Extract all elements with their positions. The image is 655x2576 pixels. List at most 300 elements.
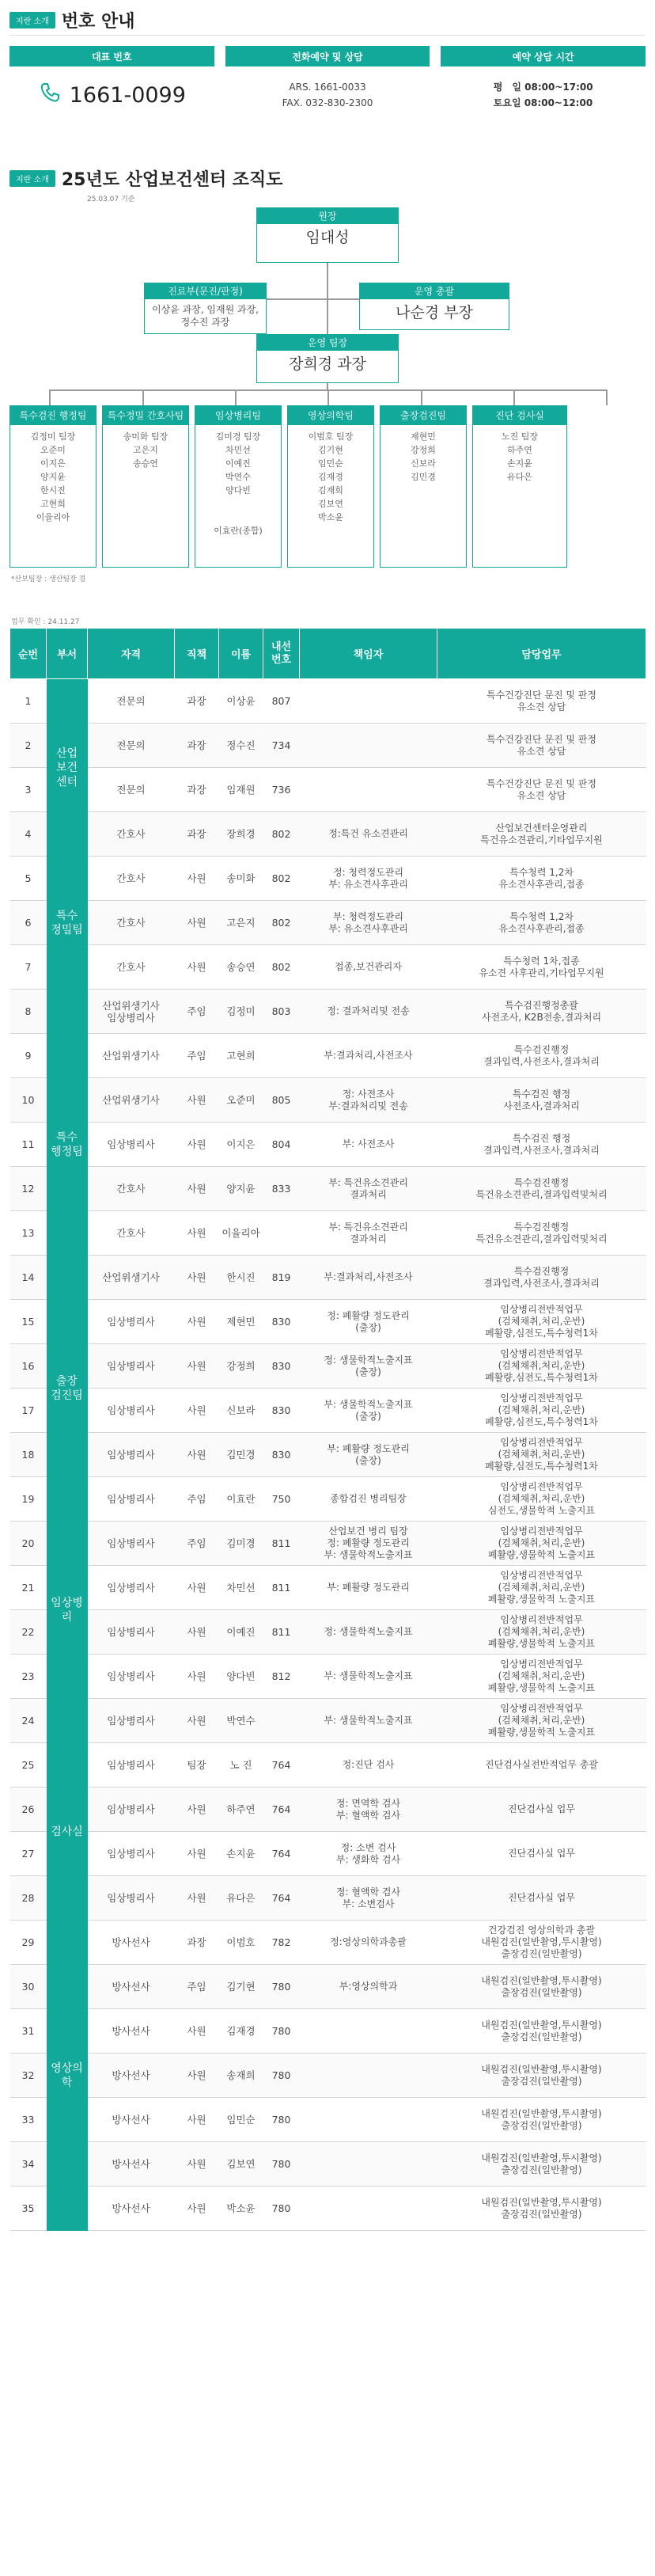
cell-name: 고은지 [219, 901, 263, 945]
table-row [10, 1699, 646, 1743]
cell-no: 34 [10, 2142, 47, 2187]
cell-no: 22 [10, 1610, 47, 1655]
cell-position: 과장 [175, 679, 219, 724]
cell-name: 장희경 [219, 812, 263, 857]
cell-ext: 780 [263, 2142, 300, 2187]
table-row [10, 901, 646, 945]
cell-no: 7 [10, 945, 47, 990]
cell-name: 오준미 [219, 1078, 263, 1123]
cell-qualification: 임상병리사 [88, 1566, 175, 1610]
cell-responsible [300, 2098, 437, 2142]
cell-name: 차민선 [219, 1566, 263, 1610]
cell-duty: 특수건강진단 문진 및 판정 유소견 상담 [437, 679, 646, 724]
table-row [10, 2098, 646, 2142]
cell-name: 고현희 [219, 1034, 263, 1078]
cell-position: 주임 [175, 1034, 219, 1078]
cell-position: 사원 [175, 1832, 219, 1876]
cell-responsible: 부: 사전조사 [300, 1123, 437, 1167]
cell-qualification: 임상병리사 [88, 1655, 175, 1699]
cell-qualification: 임상병리사 [88, 1123, 175, 1167]
cell-responsible: 부:결과처리,사전조사 [300, 1256, 437, 1300]
cell-name: 이율리아 [219, 1211, 263, 1256]
org-chief: 원장 임대성 [256, 207, 399, 263]
cell-duty: 내원검진(일반촬영,투시촬영) 출장검진(일반촬영) [437, 2098, 646, 2142]
cell-responsible: 정: 면역학 검사 부: 혈액학 검사 [300, 1788, 437, 1832]
cell-name: 송승연 [219, 945, 263, 990]
cell-qualification: 임상병리사 [88, 1522, 175, 1566]
cell-ext: 764 [263, 1876, 300, 1921]
cell-duty: 임상병리전반적업무 (검체채취,처리,운반) 폐활량,심전도,특수청력1차 [437, 1300, 646, 1344]
cell-position: 주임 [175, 1965, 219, 2009]
cell-ext: 811 [263, 1610, 300, 1655]
cell-ext: 780 [263, 2187, 300, 2231]
table-row [10, 1256, 646, 1300]
cell-qualification: 임상병리사 [88, 1300, 175, 1344]
cell-responsible [300, 768, 437, 812]
cell-position: 사원 [175, 1655, 219, 1699]
cell-responsible: 산업보건 병리 팀장 정: 폐활량 정도관리 부: 생물학적노출지표 [300, 1522, 437, 1566]
cell-responsible [300, 724, 437, 768]
team-special-admin: 특수검진 행정팀 김정미 팀장 오준미 이지은 양지윤 한시진 고현희 이율리아 [9, 405, 97, 568]
col-dept: 부서 [47, 629, 88, 679]
table-row [10, 1788, 646, 1832]
cell-ext: 830 [263, 1433, 300, 1477]
table-row [10, 724, 646, 768]
clinic-names: 이상윤 과장, 임재원 과장, 정수진 과장 [152, 304, 259, 328]
phone-head-main: 대표 번호 [9, 46, 214, 66]
cell-name: 한시진 [219, 1256, 263, 1300]
cell-qualification: 방사선사 [88, 2142, 175, 2187]
cell-duty: 진단검사실 업무 [437, 1788, 646, 1832]
cell-qualification: 방사선사 [88, 2098, 175, 2142]
cell-responsible: 부: 생물학적노출지표 [300, 1699, 437, 1743]
cell-position: 사원 [175, 901, 219, 945]
cell-name: 하주연 [219, 1788, 263, 1832]
table-row [10, 1655, 646, 1699]
cell-position: 사원 [175, 1256, 219, 1300]
col-no: 순번 [10, 629, 47, 679]
cell-duty: 내원검진(일반촬영,투시촬영) 출장검진(일반촬영) [437, 2187, 646, 2231]
cell-position: 사원 [175, 2098, 219, 2142]
cell-duty: 특수검진행정총괄 사전조사, K2B전송,결과처리 [437, 990, 646, 1034]
cell-no: 29 [10, 1921, 47, 1965]
cell-position: 과장 [175, 768, 219, 812]
cell-duty: 특수검진 행정 결과입력,사전조사,결과처리 [437, 1123, 646, 1167]
table-row [10, 1566, 646, 1610]
table-row [10, 1433, 646, 1477]
cell-ext: 802 [263, 857, 300, 901]
cell-responsible: 부: 특건유소견관리 결과처리 [300, 1211, 437, 1256]
section-phone-header [9, 8, 135, 32]
cell-duty: 진단검사실전반적업무 총괄 [437, 1743, 646, 1788]
col-ext: 내선 번호 [263, 629, 300, 679]
cell-ext: 804 [263, 1123, 300, 1167]
cell-ext: 812 [263, 1655, 300, 1699]
cell-name: 김재경 [219, 2009, 263, 2054]
table-row [10, 1300, 646, 1344]
cell-qualification: 간호사 [88, 945, 175, 990]
cell-position: 주임 [175, 1522, 219, 1566]
cell-duty: 진단검사실 업무 [437, 1832, 646, 1876]
cell-ext: 830 [263, 1300, 300, 1344]
phone-head-hours: 예약 상담 시간 [441, 46, 646, 66]
col-responsible: 책임자 [300, 629, 437, 679]
cell-qualification: 임상병리사 [88, 1433, 175, 1477]
cell-no: 24 [10, 1699, 47, 1743]
cell-name: 임민순 [219, 2098, 263, 2142]
cell-ext: 764 [263, 1788, 300, 1832]
cell-position: 사원 [175, 1167, 219, 1211]
table-row [10, 2142, 646, 2187]
section-title: 번호 안내 [61, 12, 135, 32]
cell-name: 이범호 [219, 1921, 263, 1965]
table-row [10, 1167, 646, 1211]
cell-duty: 임상병리전반적업무 (검체채취,처리,운반) 폐활량,생물학적 노출지표 [437, 1655, 646, 1699]
cell-duty: 특수검진행정 특건유소견관리,결과입력및처리 [437, 1167, 646, 1211]
cell-duty: 내원검진(일반촬영,투시촬영) 출장검진(일반촬영) [437, 2142, 646, 2187]
cell-name: 강정희 [219, 1344, 263, 1389]
cell-position: 주임 [175, 990, 219, 1034]
cell-no: 32 [10, 2054, 47, 2098]
cell-responsible: 부: 생물학적노출지표 (출장) [300, 1389, 437, 1433]
cell-position: 사원 [175, 1788, 219, 1832]
cell-ext: 780 [263, 2009, 300, 2054]
table-row [10, 1876, 646, 1921]
cell-responsible: 정: 청력정도관리 부: 유소견사후관리 [300, 857, 437, 901]
cell-duty: 특수청력 1,2차 유소견사후관리,접종 [437, 857, 646, 901]
cell-duty: 특수검진행정 특건유소견관리,결과입력및처리 [437, 1211, 646, 1256]
cell-qualification: 전문의 [88, 679, 175, 724]
table-row [10, 1965, 646, 2009]
cell-dept: 검사실 [47, 1743, 88, 1921]
table-header-row [10, 629, 646, 679]
org-chart [9, 207, 646, 619]
cell-qualification: 방사선사 [88, 1921, 175, 1965]
cell-no: 16 [10, 1344, 47, 1389]
cell-responsible: 부: 특건유소견관리 결과처리 [300, 1167, 437, 1211]
cell-ext [263, 1034, 300, 1078]
table-row [10, 1832, 646, 1876]
cell-ext [263, 1211, 300, 1256]
cell-name: 노 진 [219, 1743, 263, 1788]
table-row [10, 2187, 646, 2231]
cell-no: 21 [10, 1566, 47, 1610]
cell-position: 사원 [175, 945, 219, 990]
org-footnote: *산보팀장 : 생산팀장 겸 [11, 576, 86, 583]
cell-position: 사원 [175, 2142, 219, 2187]
cell-name: 이상윤 [219, 679, 263, 724]
cell-position: 사원 [175, 1433, 219, 1477]
cell-qualification: 방사선사 [88, 2009, 175, 2054]
cell-position: 사원 [175, 857, 219, 901]
cell-name: 유다은 [219, 1876, 263, 1921]
cell-duty: 특수건강진단 문진 및 판정 유소견 상담 [437, 768, 646, 812]
org-clinic: 진료부(문진/판정) 이상윤 과장, 임재원 과장, 정수진 과장 [144, 283, 267, 334]
table-row [10, 1921, 646, 1965]
cell-responsible: 접종,보건관리자 [300, 945, 437, 990]
saturday-hours: 토요일 08:00~12:00 [493, 97, 593, 108]
cell-qualification: 임상병리사 [88, 1389, 175, 1433]
cell-duty: 임상병리전반적업무 (검체채취,처리,운반) 폐활량,생물학적 노출지표 [437, 1522, 646, 1566]
cell-no: 5 [10, 857, 47, 901]
cell-dept: 출장 검진팀 [47, 1300, 88, 1477]
col-qualification: 자격 [88, 629, 175, 679]
cell-ext: 750 [263, 1477, 300, 1522]
cell-position: 사원 [175, 1123, 219, 1167]
cell-qualification: 임상병리사 [88, 1743, 175, 1788]
cell-name: 양지윤 [219, 1167, 263, 1211]
cell-no: 6 [10, 901, 47, 945]
cell-duty: 임상병리전반적업무 (검체채취,처리,운반) 폐활량,생물학적 노출지표 [437, 1610, 646, 1655]
cell-ext: 830 [263, 1389, 300, 1433]
cell-name: 이예진 [219, 1610, 263, 1655]
cell-duty: 특수건강진단 문진 및 판정 유소견 상담 [437, 724, 646, 768]
phone-info-table [9, 46, 646, 123]
team-special-nurse: 특수정밀 간호사팀 송미화 팀장 고은지 송승연 [102, 405, 189, 568]
table-row [10, 1123, 646, 1167]
staff-table [9, 628, 646, 2231]
cell-no: 1 [10, 679, 47, 724]
cell-dept: 임상병리 [47, 1477, 88, 1743]
cell-no: 28 [10, 1876, 47, 1921]
table-row [10, 812, 646, 857]
cell-position: 사원 [175, 1610, 219, 1655]
cell-no: 33 [10, 2098, 47, 2142]
cell-no: 31 [10, 2009, 47, 2054]
cell-duty: 임상병리전반적업무 (검체채취,처리,운반) 폐활량,생물학적 노출지표 [437, 1699, 646, 1743]
cell-qualification: 간호사 [88, 857, 175, 901]
cell-name: 김민경 [219, 1433, 263, 1477]
table-row [10, 945, 646, 990]
cell-ext: 802 [263, 812, 300, 857]
cell-ext: 734 [263, 724, 300, 768]
cell-duty: 산업보건센터운영관리 특건유소견관리,기타업무지원 [437, 812, 646, 857]
col-duty: 담당업무 [437, 629, 646, 679]
cell-no: 13 [10, 1211, 47, 1256]
cell-dept: 영상의학 [47, 1921, 88, 2231]
phone-icon [38, 81, 62, 110]
cell-responsible: 정: 혈액학 검사 부: 소변검사 [300, 1876, 437, 1921]
cell-position: 사원 [175, 1389, 219, 1433]
cell-responsible: 부:결과처리,사전조사 [300, 1034, 437, 1078]
cell-name: 송재희 [219, 2054, 263, 2098]
cell-duty: 임상병리전반적업무 (검체채취,처리,운반) 폐활량,생물학적 노출지표 [437, 1566, 646, 1610]
cell-name: 박소윤 [219, 2187, 263, 2231]
cell-qualification: 방사선사 [88, 2054, 175, 2098]
cell-name: 김기현 [219, 1965, 263, 2009]
cell-duty: 임상병리전반적업무 (검체채취,처리,운반) 심전도,생물학적 노출지표 [437, 1477, 646, 1522]
cell-qualification: 간호사 [88, 901, 175, 945]
table-row [10, 1389, 646, 1433]
cell-qualification: 임상병리사 [88, 1832, 175, 1876]
cell-qualification: 간호사 [88, 1167, 175, 1211]
col-position: 직책 [175, 629, 219, 679]
cell-no: 11 [10, 1123, 47, 1167]
cell-no: 30 [10, 1965, 47, 2009]
cell-position: 사원 [175, 2054, 219, 2098]
cell-responsible: 정: 생물학적노출지표 (출장) [300, 1344, 437, 1389]
cell-ext: 833 [263, 1167, 300, 1211]
cell-name: 김보연 [219, 2142, 263, 2187]
cell-position: 과장 [175, 724, 219, 768]
cell-qualification: 임상병리사 [88, 1788, 175, 1832]
cell-qualification: 임상병리사 [88, 1477, 175, 1522]
cell-duty: 특수청력 1,2차 유소견사후관리,접종 [437, 901, 646, 945]
cell-position: 사원 [175, 1699, 219, 1743]
cell-ext: 802 [263, 901, 300, 945]
cell-responsible: 정: 소변 검사 부: 생화학 검사 [300, 1832, 437, 1876]
cell-qualification: 전문의 [88, 724, 175, 768]
cell-responsible: 정:진단 검사 [300, 1743, 437, 1788]
cell-name: 양다빈 [219, 1655, 263, 1699]
cell-duty: 특수검진 행정 사전조사,결과처리 [437, 1078, 646, 1123]
org-admin: 운영 총괄 나순경 부장 [359, 283, 509, 330]
table-row [10, 1610, 646, 1655]
cell-qualification: 간호사 [88, 1211, 175, 1256]
cell-dept: 특수 정밀팀 [47, 857, 88, 990]
cell-ext [263, 1699, 300, 1743]
cell-name: 정수진 [219, 724, 263, 768]
cell-qualification: 전문의 [88, 768, 175, 812]
table-row [10, 1743, 646, 1788]
cell-ext: 736 [263, 768, 300, 812]
table-row [10, 1344, 646, 1389]
cell-qualification: 방사선사 [88, 1965, 175, 2009]
cell-no: 3 [10, 768, 47, 812]
cell-qualification: 산업위생기사 임상병리사 [88, 990, 175, 1034]
divider [9, 35, 646, 36]
cell-ext: 780 [263, 2054, 300, 2098]
cell-qualification: 임상병리사 [88, 1344, 175, 1389]
table-row [10, 1034, 646, 1078]
table-row [10, 2009, 646, 2054]
cell-position: 사원 [175, 1211, 219, 1256]
cell-responsible: 부:영상의학과 [300, 1965, 437, 2009]
cell-no: 19 [10, 1477, 47, 1522]
cell-ext: 811 [263, 1522, 300, 1566]
team-radiology: 영상의학팀 이범호 팀장 김기현 임민순 김재경 김재희 김보연 박소윤 [287, 405, 374, 568]
cell-responsible: 정: 폐활량 정도관리 (출장) [300, 1300, 437, 1344]
cell-ext: 830 [263, 1344, 300, 1389]
cell-responsible: 정: 결과처리및 전송 [300, 990, 437, 1034]
cell-name: 이지은 [219, 1123, 263, 1167]
cell-no: 17 [10, 1389, 47, 1433]
cell-duty: 내원검진(일반촬영,투시촬영) 출장검진(일반촬영) [437, 2009, 646, 2054]
cell-position: 사원 [175, 1078, 219, 1123]
cell-responsible: 정: 생물학적노출지표 [300, 1610, 437, 1655]
table-row [10, 1211, 646, 1256]
cell-no: 4 [10, 812, 47, 857]
cell-responsible: 정:영상의학과총괄 [300, 1921, 437, 1965]
table-row [10, 857, 646, 901]
cell-no: 26 [10, 1788, 47, 1832]
cell-position: 사원 [175, 2009, 219, 2054]
ars-number: ARS. 1661-0033 [289, 82, 366, 93]
team-mobile-exam: 출장검진팀 제현민 강정희 신보라 김민경 [380, 405, 467, 568]
cell-duty: 내원검진(일반촬영,투시촬영) 출장검진(일반촬영) [437, 1965, 646, 2009]
cell-no: 23 [10, 1655, 47, 1699]
cell-responsible: 부: 생물학적노출지표 [300, 1655, 437, 1699]
cell-no: 12 [10, 1167, 47, 1211]
table-row [10, 1522, 646, 1566]
cell-responsible [300, 2054, 437, 2098]
table-row [10, 1477, 646, 1522]
cell-no: 20 [10, 1522, 47, 1566]
fax-number: FAX. 032-830-2300 [282, 97, 373, 108]
cell-no: 25 [10, 1743, 47, 1788]
team-lab: 진단 검사실 노진 팀장 하주연 손지윤 유다은 [472, 405, 567, 568]
cell-name: 임재원 [219, 768, 263, 812]
cell-duty: 내원검진(일반촬영,투시촬영) 출장검진(일반촬영) [437, 2054, 646, 2098]
cell-no: 35 [10, 2187, 47, 2231]
table-row [10, 1078, 646, 1123]
cell-ext: 780 [263, 1965, 300, 2009]
phone-head-reservation: 전화예약 및 상담 [225, 46, 430, 66]
cell-responsible [300, 2009, 437, 2054]
cell-no: 18 [10, 1433, 47, 1477]
cell-qualification: 임상병리사 [88, 1610, 175, 1655]
cell-no: 15 [10, 1300, 47, 1344]
cell-ext: 811 [263, 1566, 300, 1610]
cell-duty: 건강검진 영상의학과 총괄 내원검진(일반촬영,투시촬영) 출장검진(일반촬영) [437, 1921, 646, 1965]
cell-position: 사원 [175, 1344, 219, 1389]
cell-ext: 807 [263, 679, 300, 724]
table-row [10, 768, 646, 812]
cell-name: 김미경 [219, 1522, 263, 1566]
org-date: 25.03.07 기준 [87, 196, 135, 203]
cell-no: 2 [10, 724, 47, 768]
cell-name: 신보라 [219, 1389, 263, 1433]
cell-ext: 764 [263, 1832, 300, 1876]
org-ops: 운영 팀장 장희경 과장 [256, 334, 399, 383]
cell-name: 박연수 [219, 1699, 263, 1743]
section-title: 25년도 산업보건센터 조직도 [61, 170, 283, 190]
cell-name: 이효란 [219, 1477, 263, 1522]
cell-qualification: 산업위생기사 [88, 1256, 175, 1300]
cell-position: 사원 [175, 2187, 219, 2231]
cell-responsible: 부: 폐활량 정도관리 [300, 1566, 437, 1610]
cell-responsible: 정: 사전조사 부:결과처리및 전송 [300, 1078, 437, 1123]
weekday-hours: 평 일 08:00~17:00 [493, 82, 593, 93]
ops-name: 장희경 과장 [289, 355, 366, 373]
cell-qualification: 방사선사 [88, 2187, 175, 2231]
main-phone-number[interactable]: 1661-0099 [69, 82, 186, 108]
cell-duty: 임상병리전반적업무 (검체채취,처리,운반) 폐활량,심전도,특수청력1차 [437, 1389, 646, 1433]
cell-position: 사원 [175, 1876, 219, 1921]
table-date: 업무 확인 : 24.11.27 [11, 618, 80, 626]
cell-no: 14 [10, 1256, 47, 1300]
cell-ext: 805 [263, 1078, 300, 1123]
cell-responsible: 종합검진 병리팀장 [300, 1477, 437, 1522]
cell-name: 김정미 [219, 990, 263, 1034]
cell-no: 27 [10, 1832, 47, 1876]
cell-ext: 802 [263, 945, 300, 990]
admin-name: 나순경 부장 [396, 304, 473, 321]
cell-no: 9 [10, 1034, 47, 1078]
cell-qualification: 산업위생기사 [88, 1034, 175, 1078]
table-row [10, 990, 646, 1034]
cell-responsible: 부: 청력정도관리 부: 유소견사후관리 [300, 901, 437, 945]
cell-qualification: 임상병리사 [88, 1876, 175, 1921]
cell-responsible [300, 2187, 437, 2231]
team-clinical-pathology: 임상병리팀 김미경 팀장 차민선 이예진 박연수 양다빈 이효란(종합) [195, 405, 282, 568]
cell-duty: 특수청력 1차,접종 유소견 사후관리,기타업무지원 [437, 945, 646, 990]
cell-position: 주임 [175, 1477, 219, 1522]
cell-no: 10 [10, 1078, 47, 1123]
section-org-header [9, 166, 283, 191]
cell-qualification: 임상병리사 [88, 1699, 175, 1743]
cell-qualification: 산업위생기사 [88, 1078, 175, 1123]
